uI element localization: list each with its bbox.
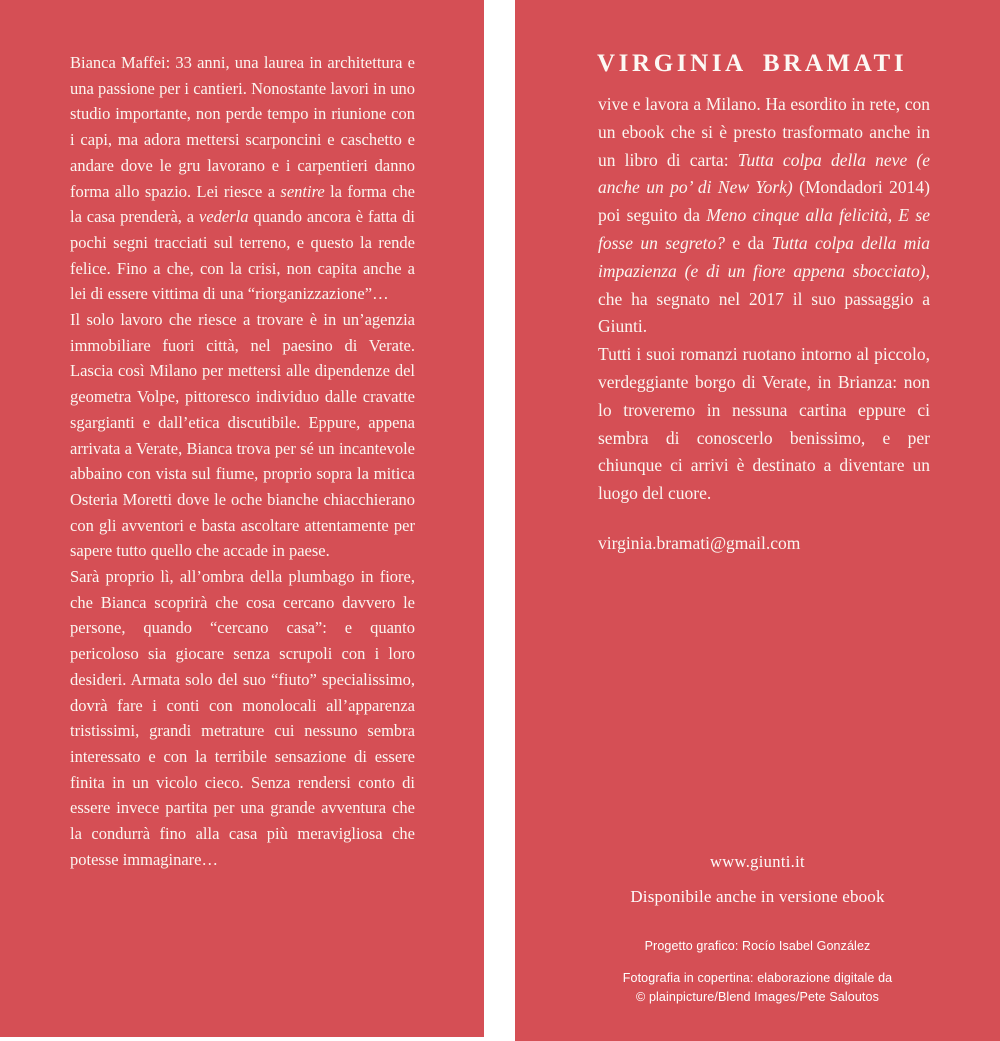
paragraph: Il solo lavoro che riesce a trovare è in un’agenzia immobiliare fuori città, nel paesino di Verate. Lascia così Milano per mettersi alle dipendenze del geometra Volpe, pittoresco individuo dalle cravatte sgargianti e dall’etica discutibile. Eppure, appena arrivata a Verate, Bianca trova per sé un incantevole abbaino con vista sul fiume, proprio sopra la mitica Osteria Moretti dove le oche bianche chiacchierano con gli avventori e basta ascoltare attentamente per sapere tutto quello che accade in paese. <box>70 310 415 561</box>
ebook-availability-notice: Disponibile anche in versione ebook <box>630 887 885 906</box>
author-bio <box>598 91 930 558</box>
paragraph: Bianca Maffei: 33 anni, una laurea in architettura e una passione per i cantieri. Nonostante lavori in uno studio importante, non perde tempo in riunione con i capi, ma adora mettersi scarponcini e caschetto e andare dove le gru lavorano e i carpentieri danno forma allo spazio. Lei riesce a sentire la forma che la casa prenderà, a vederla quando ancora è fatta di pochi segni tracciati sul terreno, e questo la rende felice. Fino a che, con la crisi, non capita anche a lei di essere vittima di una “riorganizzazione”… <box>70 53 416 304</box>
cover-photo-credit-line1: Fotografia in copertina: elaborazione digitale da <box>622 971 893 985</box>
author-email: virginia.bramati@gmail.com <box>598 532 801 553</box>
paragraph: vive e lavora a Milano. Ha esordito in rete, con un ebook che si è presto trasformato anche in un libro di carta: Tutta colpa della neve (e anche un po’ di New York) (Mondadori 2014) poi seguito da Meno cinque alla felicità, E se fosse un segreto? e da Tutta colpa della mia impazienza (e di un fiore appena sbocciato), che ha segnato nel 2017 il suo passaggio a Giunti. <box>598 94 930 337</box>
left-flap <box>0 0 484 1037</box>
cover-photo-credit-line2: © plainpicture/Blend Images/Pete Saloutos <box>636 990 879 1004</box>
paragraph: Sarà proprio lì, all’ombra della plumbago in fiore, che Bianca scoprirà che cosa cercano davvero le persone, quando “cercano casa”: e quanto pericoloso sia giocare senza scrupoli con i loro desideri. Armata solo del suo “fiuto” specialissimo, dovrà fare i conti con monolocali all’apparenza tristissimi, grandi metrature cui nessuno sembra interessato e con la terribile sensazione di essere finita in un vicolo cieco. Senza rendersi conto di essere invece partita per una grande avventura che la condurrà fino alla casa più meravigliosa che potesse immaginare… <box>70 567 415 869</box>
author-name: VIRGINIA BRAMATI <box>597 50 908 77</box>
paragraph: Tutti i suoi romanzi ruotano intorno al piccolo, verdeggiante borgo di Verate, in Brianza: non lo troveremo in nessuna cartina eppure ci sembra di conoscerlo benissimo, e per chiunque ci arrivi è destinato a diventare un luogo del cuore. <box>598 344 930 504</box>
synopsis-text <box>70 50 415 873</box>
cover-photo-credit <box>515 969 1000 1007</box>
graphic-design-credit: Progetto grafico: Rocío Isabel González <box>644 939 871 953</box>
author-bio-paragraphs <box>598 91 930 508</box>
publisher-website: www.giunti.it <box>710 852 805 871</box>
flap-gutter <box>484 0 515 1041</box>
right-flap <box>515 0 1000 1041</box>
